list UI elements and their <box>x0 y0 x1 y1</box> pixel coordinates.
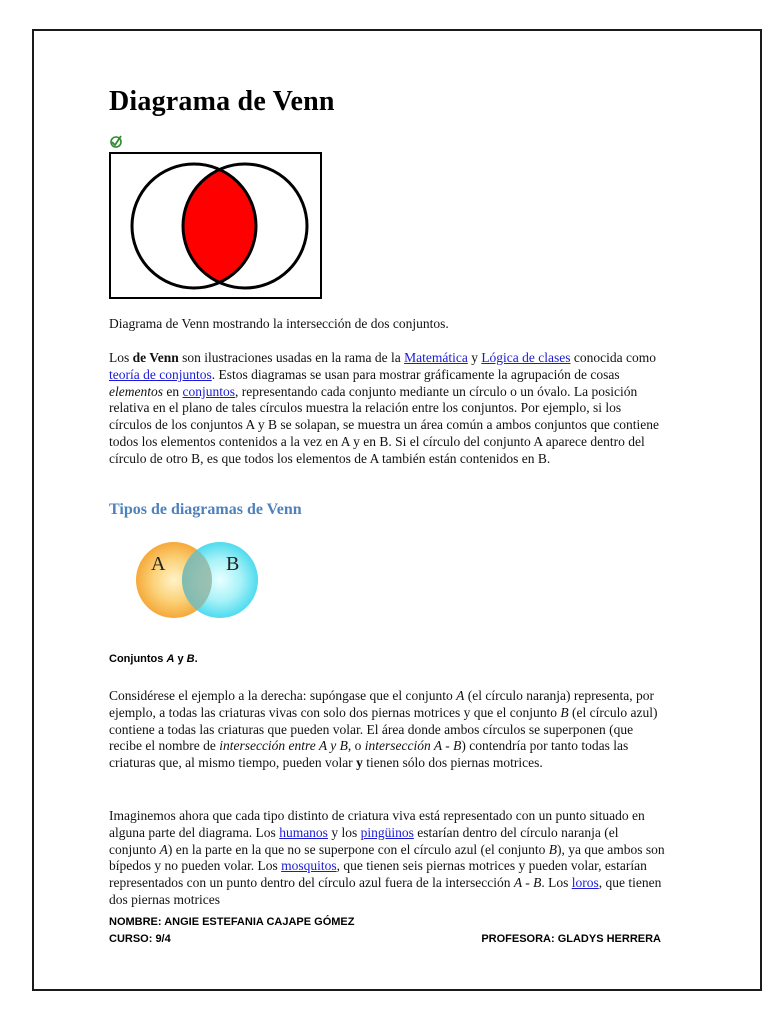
text: son ilustraciones usadas en la rama de la <box>178 350 405 365</box>
text: , que tienen dos piernas motrices <box>109 875 662 907</box>
text: ), ya que ambos son bípedos y no pueden volar. Los <box>109 841 665 874</box>
label-b: B <box>226 553 240 575</box>
bold-text: de Venn <box>132 350 179 365</box>
ab-svg <box>132 540 264 620</box>
footer-teacher: PROFESORA: GLADYS HERRERA <box>481 933 661 945</box>
italic-text: B <box>186 653 195 665</box>
italic-text: A <box>166 653 175 665</box>
link-logica-de-clases[interactable]: Lógica de clases <box>481 350 571 365</box>
text: Conjuntos <box>109 653 167 665</box>
text: conocida como <box>570 350 657 365</box>
text: en <box>162 383 183 399</box>
venn-svg <box>111 154 320 297</box>
italic-text: A - B <box>513 875 542 891</box>
text: estarían dentro del círculo naranja (el conjunto <box>109 824 619 857</box>
italic-text: intersección entre A y B <box>219 738 348 754</box>
figure-caption: Diagrama de Venn mostrando la intersección de dos conjuntos. <box>109 316 449 331</box>
page-title: Diagrama de Venn <box>109 86 335 117</box>
text: , que tienen seis piernas motrices y pueden volar, estarían representados con un punto dentro del círculo azul fuera de la intersección <box>109 858 647 891</box>
italic-text: B <box>560 704 569 720</box>
text: , o <box>347 738 365 754</box>
link-teoria-de-conjuntos[interactable]: teoría de conjuntos <box>109 366 212 382</box>
figure2-caption <box>109 653 198 665</box>
text: . <box>194 653 198 665</box>
text: Imaginemos ahora que cada tipo distinto de criatura viva está representado con un punto situado en alguna parte del diagrama. Los <box>109 808 645 840</box>
italic-text: elementos <box>109 383 163 399</box>
text: ) en la parte en la que no se superpone con el círculo azul (el conjunto <box>167 841 549 857</box>
checkmark-icon <box>109 135 123 149</box>
italic-text: A <box>456 688 465 703</box>
text: . Estos diagramas se usan para mostrar gráficamente la agrupación de cosas <box>211 366 620 382</box>
italic-text: intersección A - B <box>364 738 462 754</box>
link-mosquitos[interactable]: mosquitos <box>281 858 337 874</box>
link-pinguinos[interactable]: pingüinos <box>360 824 414 840</box>
text: Considérese el ejemplo a la derecha: supóngase que el conjunto <box>109 688 457 703</box>
bold-text: y <box>356 755 363 771</box>
text: . Los <box>541 875 572 891</box>
text: ) contendría por tanto todas las criaturas que, al mismo tiempo, pueden volar <box>109 738 629 771</box>
section-heading: Tipos de diagramas de Venn <box>109 501 302 518</box>
link-conjuntos[interactable]: conjuntos <box>182 383 235 399</box>
footer-course: CURSO: 9/4 <box>109 933 171 945</box>
italic-text: B <box>548 841 557 857</box>
intro-paragraph <box>109 350 665 468</box>
link-matematica[interactable]: Matemática <box>404 350 468 365</box>
footer-course-row <box>109 933 661 947</box>
italic-text: A <box>159 841 168 857</box>
imagine-paragraph <box>109 808 665 908</box>
link-loros[interactable]: loros <box>571 875 599 891</box>
text: tienen sólo dos piernas motrices. <box>362 755 543 771</box>
text: Los <box>109 350 133 365</box>
venn-diagram-ab <box>132 540 264 620</box>
text: (el círculo naranja) representa, por ejemplo, a todas las criaturas vivas con solo dos piernas motrices y que el conjunto <box>109 688 655 720</box>
text: (el círculo azul) contiene a todas las criaturas que pueden volar. El área donde ambos círculos se superponen (que recibe el nombre de <box>109 704 658 754</box>
text: y <box>467 350 482 365</box>
footer-name: NOMBRE: ANGIE ESTEFANIA CAJAPE GÓMEZ <box>109 916 355 928</box>
example-paragraph <box>109 688 665 772</box>
text: y <box>174 653 187 665</box>
venn-diagram-intersection <box>109 152 322 299</box>
label-a: A <box>151 553 166 575</box>
text: , representando cada conjunto mediante un círculo o un óvalo. La posición relativa en el plano de tales círculos muestra la relación entre los conjuntos. Por ejemplo, si los círculos de los conjuntos A y B se solapan, se muestra un área común a ambos conjuntos que contiene todos los elementos contenidos a la vez en A y en B. Si el círculo del conjunto A aparece dentro del círculo de otro B, es que todos los elementos de A también están contenidos en B. <box>109 383 659 466</box>
text: y los <box>327 824 361 840</box>
link-humanos[interactable]: humanos <box>279 824 328 840</box>
